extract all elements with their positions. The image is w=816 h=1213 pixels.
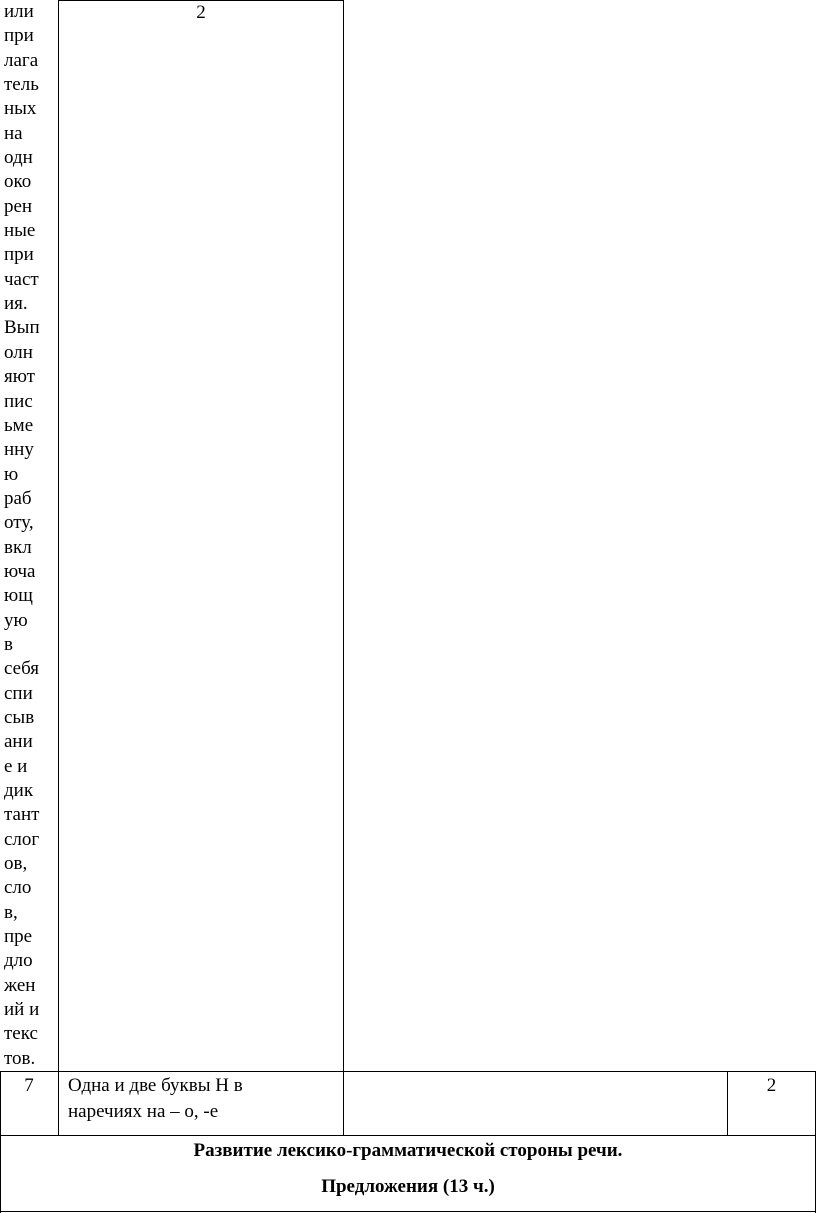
description-line: раб: [4, 487, 32, 509]
description-line: дик: [4, 780, 34, 801]
description-line: на: [4, 122, 23, 144]
description-line: при: [4, 244, 34, 266]
description-line: в: [4, 633, 13, 655]
description-line: спи: [4, 682, 33, 704]
description-line: яют: [4, 366, 35, 388]
row-7-topic: Одна и две буквы Н в наречиях на – о, -е: [68, 1075, 243, 1122]
row-divider-section-top: [0, 1135, 816, 1136]
description-line: в,: [4, 901, 18, 923]
description-line: оту,: [4, 512, 34, 534]
description-line: одн: [4, 147, 33, 169]
description-line: рен: [4, 195, 33, 217]
column-divider-description: [58, 0, 59, 1136]
description-line: ьме: [4, 414, 34, 436]
description-line: е и: [4, 755, 28, 777]
description-line: олн: [4, 341, 33, 363]
description-line: себя: [4, 658, 40, 680]
description-line: лага: [4, 49, 39, 71]
description-line: тант: [4, 804, 40, 826]
description-line: сло: [4, 877, 32, 899]
section-subtitle: Предложения (13 ч.): [321, 1176, 495, 1197]
description-line: пре: [4, 926, 33, 948]
description-line: дло: [4, 950, 33, 972]
description-line: жен: [4, 974, 36, 996]
description-line: ов,: [4, 853, 28, 875]
description-line: нну: [4, 439, 34, 461]
description-line: сыв: [4, 706, 35, 728]
description-line: юча: [4, 560, 36, 582]
description-line: част: [4, 268, 39, 290]
description-line: око: [4, 171, 32, 193]
description-line: слог: [4, 828, 40, 850]
description-line: ани: [4, 731, 33, 753]
description-line: ий и: [4, 999, 40, 1021]
description-line: ющ: [4, 585, 33, 607]
description-line: ные: [4, 220, 36, 242]
description-line: при: [4, 25, 34, 47]
row-7-hours: 2: [766, 1075, 777, 1096]
description-line: Вып: [4, 317, 40, 339]
description-line: тов.: [4, 1047, 36, 1069]
description-continuation-text: [4, 0, 58, 1071]
row-7-number: 7: [24, 1075, 34, 1096]
description-line: ю: [4, 463, 19, 485]
section-title: Развитие лексико-грамматической стороны речи.: [193, 1140, 623, 1161]
continuation-hours: 2: [196, 2, 206, 23]
description-line: или: [4, 1, 34, 22]
description-line: текс: [4, 1023, 38, 1045]
description-line: ую: [4, 609, 28, 631]
description-line: ия.: [4, 293, 28, 315]
column-divider-hours: [343, 0, 344, 1136]
description-line: вкл: [4, 536, 32, 558]
description-line: пис: [4, 390, 33, 412]
table-bottom-border: [0, 1211, 816, 1212]
description-line: ных: [4, 98, 37, 120]
description-line: тель: [4, 74, 39, 96]
row-divider-7-top: [0, 1071, 816, 1072]
